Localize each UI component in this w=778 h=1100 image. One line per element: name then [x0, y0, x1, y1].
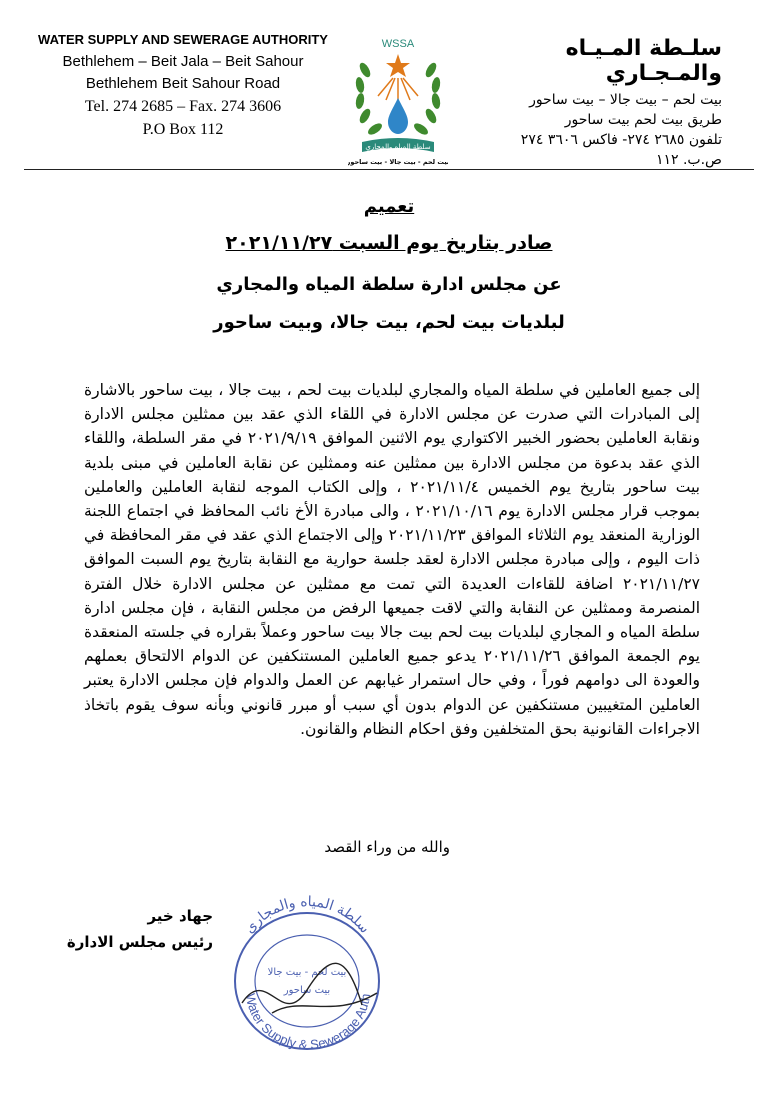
po-box-en: P.O Box 112	[142, 121, 224, 138]
municipalities-line: لبلديات بيت لحم، بيت جالا، وبيت ساحور	[213, 312, 565, 333]
signer-name: جهاد خير	[147, 907, 213, 925]
logo-ar-name: سلطة المياه والمجاري	[365, 143, 431, 151]
official-stamp	[212, 895, 402, 1055]
org-name-en: WATER SUPPLY AND SEWERAGE AUTHORITY	[38, 32, 328, 47]
phone-fax-ar: تلفون ٢٦٨٥ ٢٧٤- فاكس ٣٦٠٦ ٢٧٤	[520, 132, 722, 148]
stamp-inner-1: بيت لحم - بيت جالا	[267, 967, 347, 978]
wssa-logo	[348, 30, 448, 170]
closing-line: والله من وراء القصد	[324, 838, 450, 856]
org-name-ar: سلـطة المـيـاه والمـجـاري	[565, 36, 722, 86]
towns-en: Bethlehem – Beit Jala – Beit Sahour	[62, 53, 304, 70]
issue-date-line: صادر بتاريخ يوم السبت ٢٠٢١/١١/٢٧	[225, 232, 553, 254]
phone-fax-en: Tel. 274 2685 – Fax. 274 3606	[84, 98, 282, 115]
circular-title: تعميم	[363, 196, 415, 217]
arabic-letterhead	[462, 36, 722, 170]
po-box-ar: ص.ب. ١١٢	[655, 152, 722, 168]
body-text: إلى جميع العاملين في سلطة المياه والمجاري لبلديات بيت لحم ، بيت جالا ، بيت ساحور بالاشارة إلى المبادرات التي صدرت عن مجلس الادارة في اللقاء الذي عقد بين ممثلين مجلس الادارة ونقابة العاملين بحضور الخبير الاكتواري يوم الاثنين الموافق ٢٠٢١/٩/١٩ في مقر السلطة، واللقاء الذي عقد بدعوة من مجلس الادارة بين ممثلين عنه وممثلين عن نقابة العاملين في مبنى بلدية بيت ساحور بتاريخ يوم الخميس ٢٠٢١/١١/٤ ، وإلى الكتاب الموجه لنقابة العاملين والعاملين بموجب قرار مجلس الادارة يوم ٢٠٢١/١٠/١٦ ، والى مبادرة الأخ نائب المحافظ في اجتماع اللجنة الوزارية المنعقد يوم الثلاثاء الموافق ٢٠٢١/١١/٢٣ وإلى الاجتماع الذي عقد في مقر المحافظة في ذات اليوم ، وإلى مبادرة مجلس الادارة لعقد جلسة حوارية مع النقابة بتاريخ يوم السبت الموافق ٢٠٢١/١١/٢٧ اضافة للقاءات العديدة التي تمت مع ممثلين عن مجلس الادارة خلال الفترة المنصرمة وممثلين عن النقابة والتي لاقت جميعها الرفض من مجلس النقابة ، فإن مجلس ادارة سلطة المياه و المجاري لبلديات بيت لحم بيت جالا بيت ساحور وعملاً بقراره في جلسته المنعقدة يوم الجمعة الموافق ٢٠٢١/١١/٢٦ يدعو جميع العاملين المستنكفين عن الدوام الالتحاق بعملهم والعودة الى دوامهم فوراً ، وفي حال استمرار غيابهم عن العمل والدوام فإن مجلس الادارة يعتبر العاملين المتغيبين مستنكفين عن الدوام بدون أي سبب أو مبرر قانوني وبأنه سوف يقوم باتخاذ الاجراءات القانونية بحق المتخلفين وفق احكام النظام والقانون.	[84, 381, 701, 738]
svg-text:سلطة المياه والمجاري	[241, 895, 372, 937]
logo-acronym: WSSA	[381, 38, 415, 50]
road-en: Bethlehem Beit Sahour Road	[85, 75, 281, 92]
logo-ar-towns: بيت لحم - بيت جالا - بيت ساحور	[348, 158, 448, 166]
signer-title: رئيس مجلس الادارة	[66, 933, 213, 951]
header-divider	[24, 169, 754, 170]
issuer-line: عن مجلس ادارة سلطة المياه والمجاري	[216, 274, 562, 295]
english-letterhead	[18, 32, 348, 141]
towns-ar: بيت لحم – بيت جالا – بيت ساحور	[529, 92, 722, 108]
stamp-inner-2: بيت ساحور	[283, 985, 331, 996]
stamp-en-ring: Water Supply & Sewerage Auth	[242, 992, 374, 1053]
road-ar: طريق بيت لحم بيت ساحور	[564, 112, 722, 128]
stamp-ar-ring: سلطة المياه والمجاري	[241, 895, 373, 937]
